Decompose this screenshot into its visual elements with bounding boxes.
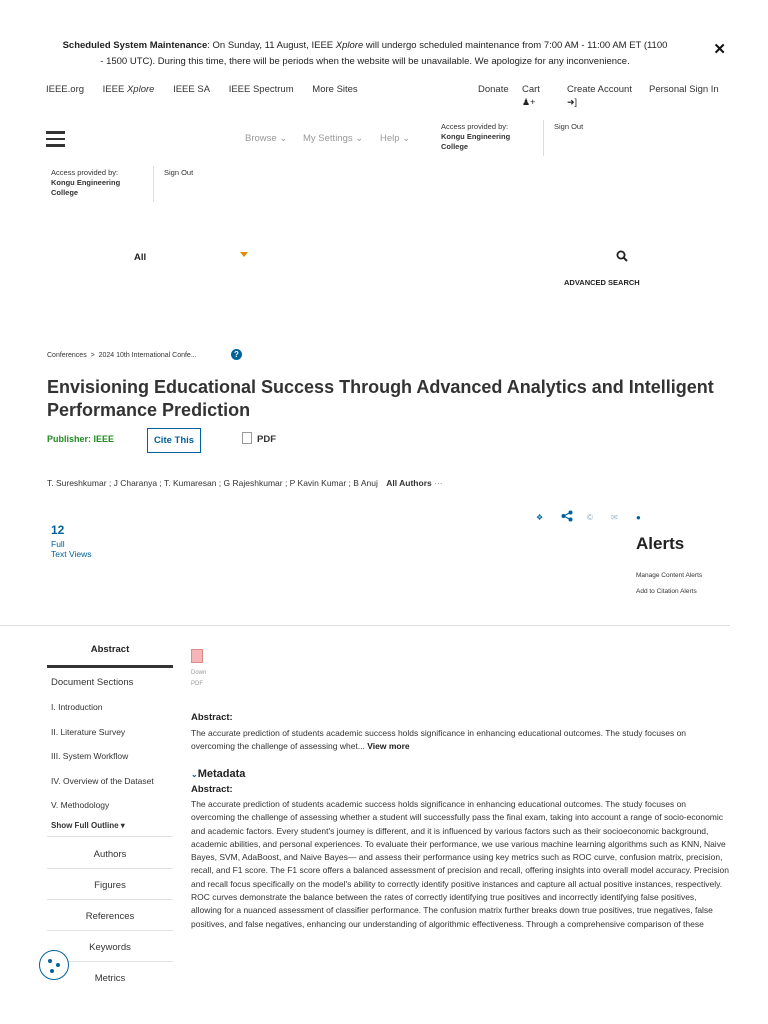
cart-link[interactable]: Cart (522, 84, 540, 95)
sign-out-link[interactable]: Sign Out (554, 122, 584, 131)
pdf-icon (242, 432, 252, 444)
publisher-label: Publisher: IEEE (47, 434, 115, 444)
sign-in-icon[interactable]: ➜] (567, 97, 578, 107)
search-scope-select[interactable]: All (134, 252, 147, 263)
access-label: Access provided by: (51, 168, 119, 177)
banner-strong: Scheduled System Maintenance (62, 40, 208, 51)
breadcrumb-separator: > (90, 352, 95, 359)
divider (47, 930, 173, 931)
divider (153, 166, 154, 202)
sidebar-item-metrics[interactable]: Metrics (94, 973, 126, 984)
chevron-down-icon: ⌄ (402, 133, 411, 144)
breadcrumb (47, 352, 197, 359)
views-label-line-2: Text Views (51, 549, 92, 559)
metadata-toggle[interactable] (191, 768, 245, 780)
copyright-icon[interactable]: © (587, 513, 593, 522)
download-pdf-label[interactable] (191, 668, 206, 690)
menu-help-label: Help (380, 133, 400, 144)
close-icon[interactable]: ✕ (713, 41, 726, 58)
abstract-preview-text: The accurate prediction of students academic success holds significance in enhancing educational outcomes. The study focuses on overcoming the challenge of assessing whet... (191, 728, 687, 752)
maintenance-banner (0, 38, 730, 70)
divider (47, 899, 173, 900)
menu-browse[interactable] (245, 133, 287, 144)
divider (543, 120, 544, 156)
author-names[interactable]: T. Sureshkumar ; J Charanya ; T. Kumaresan ; G Rajeshkumar ; P Kavin Kumar ; B Anuj (47, 478, 378, 488)
download-label-line-1: Down (191, 670, 207, 676)
cookie-preferences-icon[interactable] (39, 950, 69, 980)
banner-em: Xplore (335, 40, 364, 51)
sidebar-item-keywords[interactable]: Keywords (89, 942, 131, 953)
document-sections-heading[interactable]: Document Sections (51, 677, 134, 688)
download-label-line-2: PDF (191, 681, 203, 687)
pdf-link[interactable] (242, 432, 276, 445)
caret-down-icon[interactable] (240, 252, 248, 257)
chevron-down-icon: ⌄ (191, 770, 198, 779)
banner-line-1 (0, 38, 730, 54)
nav-link-ieee-xplore[interactable]: IEEE Xplore (102, 84, 155, 95)
pdf-link-label: PDF (257, 434, 276, 445)
abstract-heading: Abstract: (191, 712, 233, 723)
access-label: Access provided by: (441, 122, 509, 131)
full-text-views-label[interactable] (51, 539, 91, 559)
banner-line-2: - 1500 UTC). During this time, there will be periods when the website will be unavailable. We apologize for any inconvenience. (100, 56, 630, 67)
cite-this-button[interactable]: Cite This (147, 428, 201, 453)
sidebar-item-references[interactable]: References (85, 911, 135, 922)
access-org: Kongu Engineering College (441, 132, 511, 151)
view-more-link[interactable]: View more (367, 741, 410, 752)
nav-link-ieee-sa[interactable]: IEEE SA (173, 84, 211, 95)
download-pdf-icon[interactable] (191, 649, 203, 663)
access-org: Kongu Engineering College (51, 178, 121, 197)
add-to-citation-alerts-link[interactable]: Add to Citation Alerts (636, 588, 697, 595)
access-provided-box (441, 122, 531, 152)
ieee-sites-nav (46, 84, 374, 95)
menu-help[interactable] (380, 133, 410, 144)
bell-icon[interactable]: ● (636, 513, 641, 522)
views-label-line-1: Full (51, 539, 65, 549)
section-link-literature-survey[interactable]: II. Literature Survey (51, 727, 126, 737)
breadcrumb-conferences[interactable]: Conferences (47, 352, 87, 359)
section-link-introduction[interactable]: I. Introduction (51, 702, 103, 712)
section-link-system-workflow[interactable]: III. System Workflow (51, 751, 129, 761)
abstract-preview (191, 727, 729, 754)
personal-sign-in-link[interactable]: Personal Sign In (649, 84, 719, 95)
access-provided-box-secondary (51, 168, 141, 198)
all-authors-button[interactable]: All Authors (386, 478, 432, 488)
section-link-methodology[interactable]: V. Methodology (51, 800, 110, 810)
menu-my-settings[interactable] (303, 133, 363, 144)
share-icon[interactable] (561, 510, 573, 525)
sidebar-item-figures[interactable]: Figures (94, 880, 126, 891)
nav-link-ieee-org[interactable]: IEEE.org (46, 84, 85, 95)
nav-link-ieee-spectrum[interactable]: IEEE Spectrum (228, 84, 294, 95)
page-title: Envisioning Educational Success Through Advanced Analytics and Intelligent Performance Prediction (47, 377, 714, 420)
search-icon[interactable] (616, 250, 628, 265)
help-icon[interactable]: ? (231, 349, 242, 360)
full-text-views-count[interactable]: 12 (51, 523, 65, 537)
sidebar-item-authors[interactable]: Authors (93, 849, 127, 860)
banner-text-2: will undergo scheduled maintenance from 7:00 AM - 11:00 AM ET (1100 (363, 40, 668, 51)
alerts-heading: Alerts (636, 534, 685, 553)
banner-text-1: : On Sunday, 11 August, IEEE (207, 40, 336, 51)
metadata-heading-label: Metadata (197, 768, 246, 780)
create-account-link[interactable]: Create Account (567, 84, 632, 95)
section-link-dataset-overview[interactable]: IV. Overview of the Dataset (51, 776, 154, 786)
tab-abstract[interactable]: Abstract (47, 640, 173, 668)
cart-icon[interactable]: ♟+ (522, 97, 536, 107)
divider (47, 868, 173, 869)
show-full-outline-button[interactable]: Show Full Outline ▾ (51, 821, 125, 830)
sign-out-link-secondary[interactable]: Sign Out (164, 168, 194, 177)
advanced-search-link[interactable]: ADVANCED SEARCH (564, 278, 640, 287)
authors-list (47, 478, 443, 489)
cite-icon[interactable]: ❖ (536, 513, 544, 522)
menu-my-settings-label: My Settings (303, 133, 353, 144)
chevron-down-icon: ⌄ (355, 133, 364, 144)
divider (47, 836, 173, 837)
hamburger-menu-icon[interactable] (46, 131, 65, 151)
donate-link[interactable]: Donate (478, 84, 509, 95)
email-icon[interactable]: ✉ (611, 513, 618, 522)
metadata-abstract-text: The accurate prediction of students academic success holds significance in enhancing educational outcomes. The study focuses on overcoming the challenge of assessing whether a student will successfully pass the final exam, taking into account a range of socio-economic and academic factors. Every student's journey is different, and it is influenced by various factors such as their socioeconomic background, academic abilities, and personal experiences. To evaluate their performance, we use various machine learning algorithms such as KNN, Naive Bayes, SVM, AdaBoost, and Naive Bayes— and assess their performance using key metrics such as ROC curve, confusion matrix, precision, recall, and F1 score. The F1 score offers a balanced assessment of precision and recall, offering insights into overall model accuracy. Precision and recall focus specifically on the model's ability to correctly identify positive instances and capture all actual positive instances, respectively. ROC curves demonstrate the balance between the rates of correctly identifying true positives and incorrectly identifying false positives, allowing for a nuanced assessment of classifier performance. The confusion matrix further breaks down true positives, true negatives, false positives, and false negatives, enhancing our understanding of algorithmic effectiveness. Through a comprehensive comparison of these (191, 799, 729, 929)
breadcrumb-conference[interactable]: 2024 10th International Confe... (98, 352, 197, 359)
manage-content-alerts-link[interactable]: Manage Content Alerts (636, 572, 703, 579)
menu-browse-label: Browse (245, 133, 277, 144)
nav-link-more-sites[interactable]: More Sites (312, 84, 358, 95)
chevron-down-icon: ⌄ (279, 133, 288, 144)
more-icon[interactable]: ⋯ (434, 478, 443, 488)
divider (0, 625, 730, 626)
metadata-abstract-heading: Abstract: (191, 784, 233, 795)
